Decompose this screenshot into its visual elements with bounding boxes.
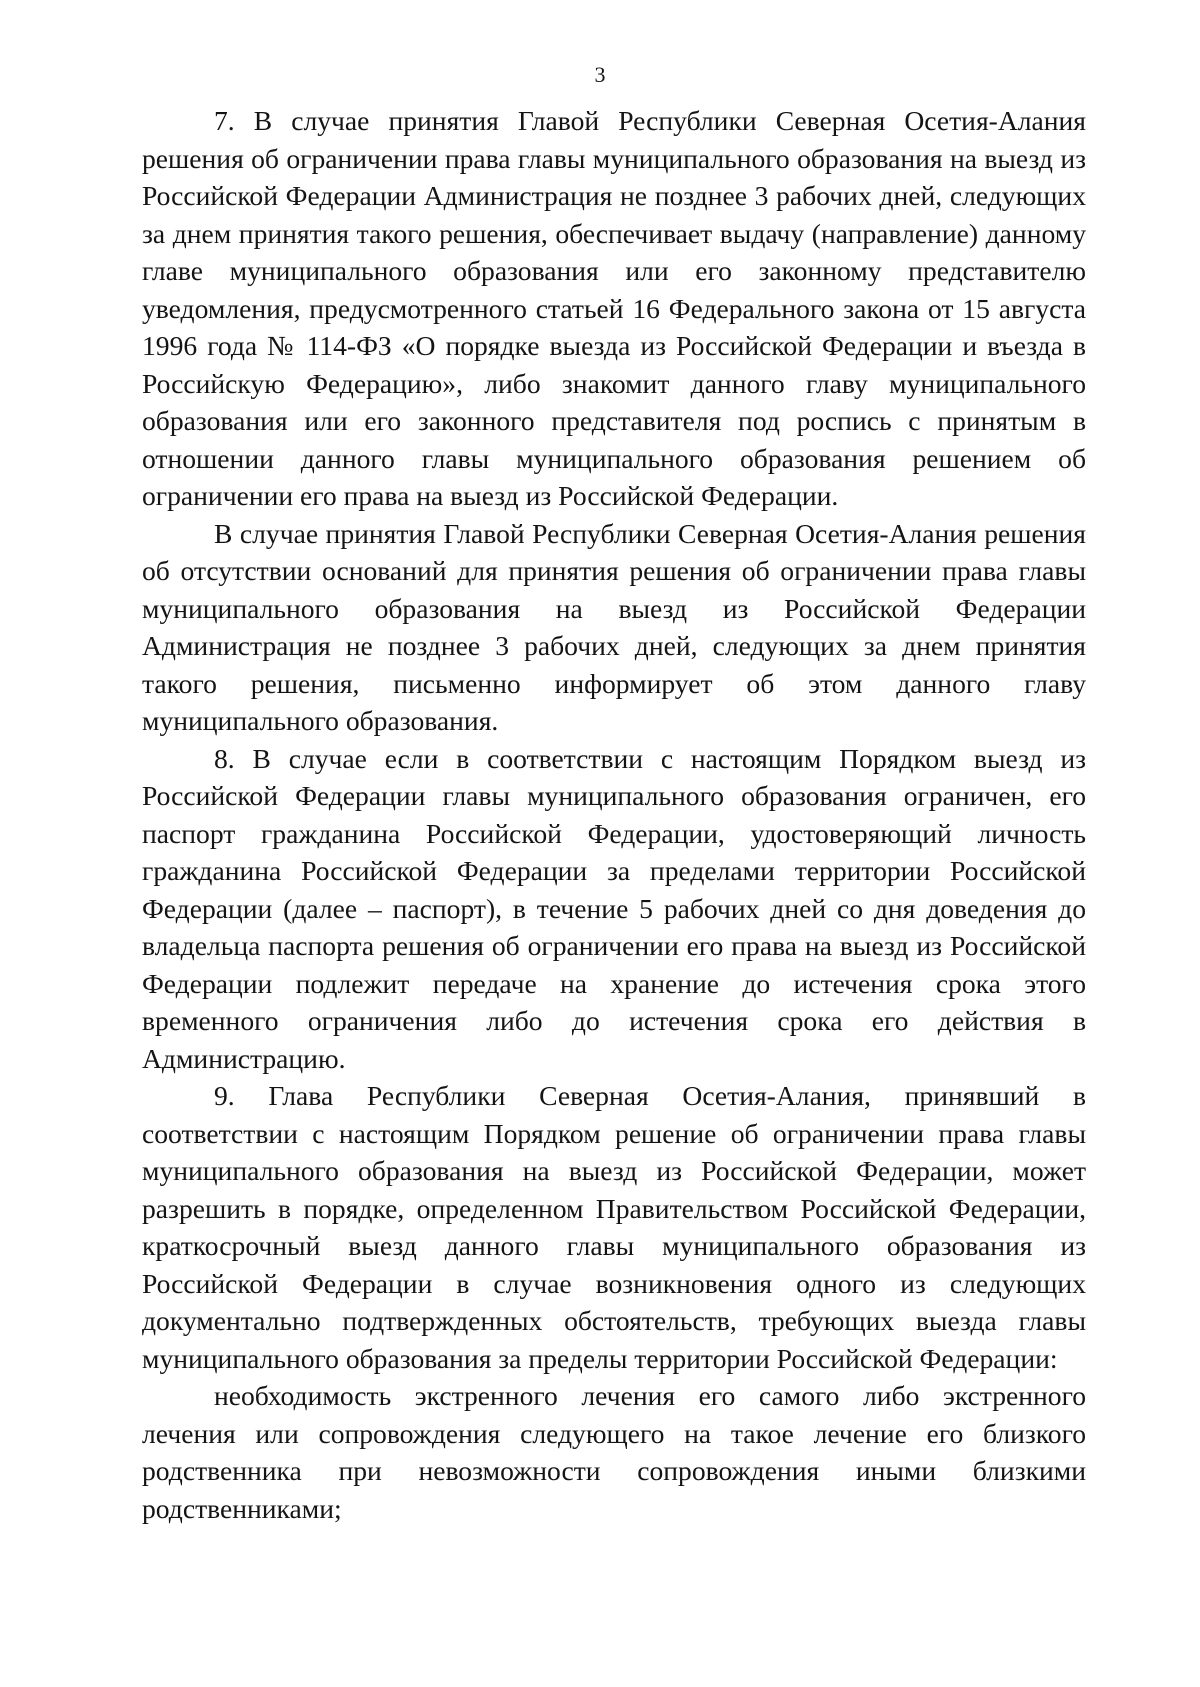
- paragraph-7: 7. В случае принятия Главой Республики Северная Осетия-Алания решения об ограничении права главы муниципального образования на выезд из Российской Федерации Администрация не позднее 3 рабочих дней, следующих за днем принятия такого решения, обеспечивает выдачу (направление) данному главе муниципального образования или его законному представителю уведомления, предусмотренного статьей 16 Федерального закона от 15 августа 1996 года № 114-ФЗ «О порядке выезда из Российской Федерации и въезда в Российскую Федерацию», либо знакомит данного главу муниципального образования или его законного представителя под роспись с принятым в отношении данного главы муниципального образования решением об ограничении его права на выезд из Российской Федерации.: [142, 105, 1086, 511]
- document-body: [142, 102, 1086, 1527]
- paragraph-8: 8. В случае если в соответствии с настоящим Порядком выезд из Российской Федерации главы муниципального образования ограничен, его паспорт гражданина Российской Федерации, удостоверяющий личность гражданина Российской Федерации за пределами территории Российской Федерации (далее – паспорт), в течение 5 рабочих дней со дня доведения до владельца паспорта решения об ограничении его права на выезд из Российской Федерации подлежит передаче на хранение до истечения срока этого временного ограничения либо до истечения срока его действия в Администрацию.: [142, 742, 1086, 1074]
- paragraph-9-item-1: необходимость экстренного лечения его самого либо экстренного лечения или сопровождения следующего на такое лечение его близкого родственника при невозможности сопровождения иными близкими родственниками;: [142, 1380, 1086, 1524]
- paragraph-7-continuation: В случае принятия Главой Республики Северная Осетия-Алания решения об отсутствии оснований для принятия решения об ограничении права главы муниципального образования на выезд из Российской Федерации Администрация не позднее 3 рабочих дней, следующих за днем принятия такого решения, письменно информирует об этом данного главу муниципального образования.: [142, 517, 1086, 736]
- page-number: 3: [594, 62, 606, 87]
- paragraph-9: 9. Глава Республики Северная Осетия-Алания, принявший в соответствии с настоящим Порядком решение об ограничении права главы муниципального образования на выезд из Российской Федерации, может разрешить в порядке, определенном Правительством Российской Федерации, краткосрочный выезд данного главы муниципального образования из Российской Федерации в случае возникновения одного из следующих документально подтвержденных обстоятельств, требующих выезда главы муниципального образования за пределы территории Российской Федерации:: [142, 1080, 1086, 1374]
